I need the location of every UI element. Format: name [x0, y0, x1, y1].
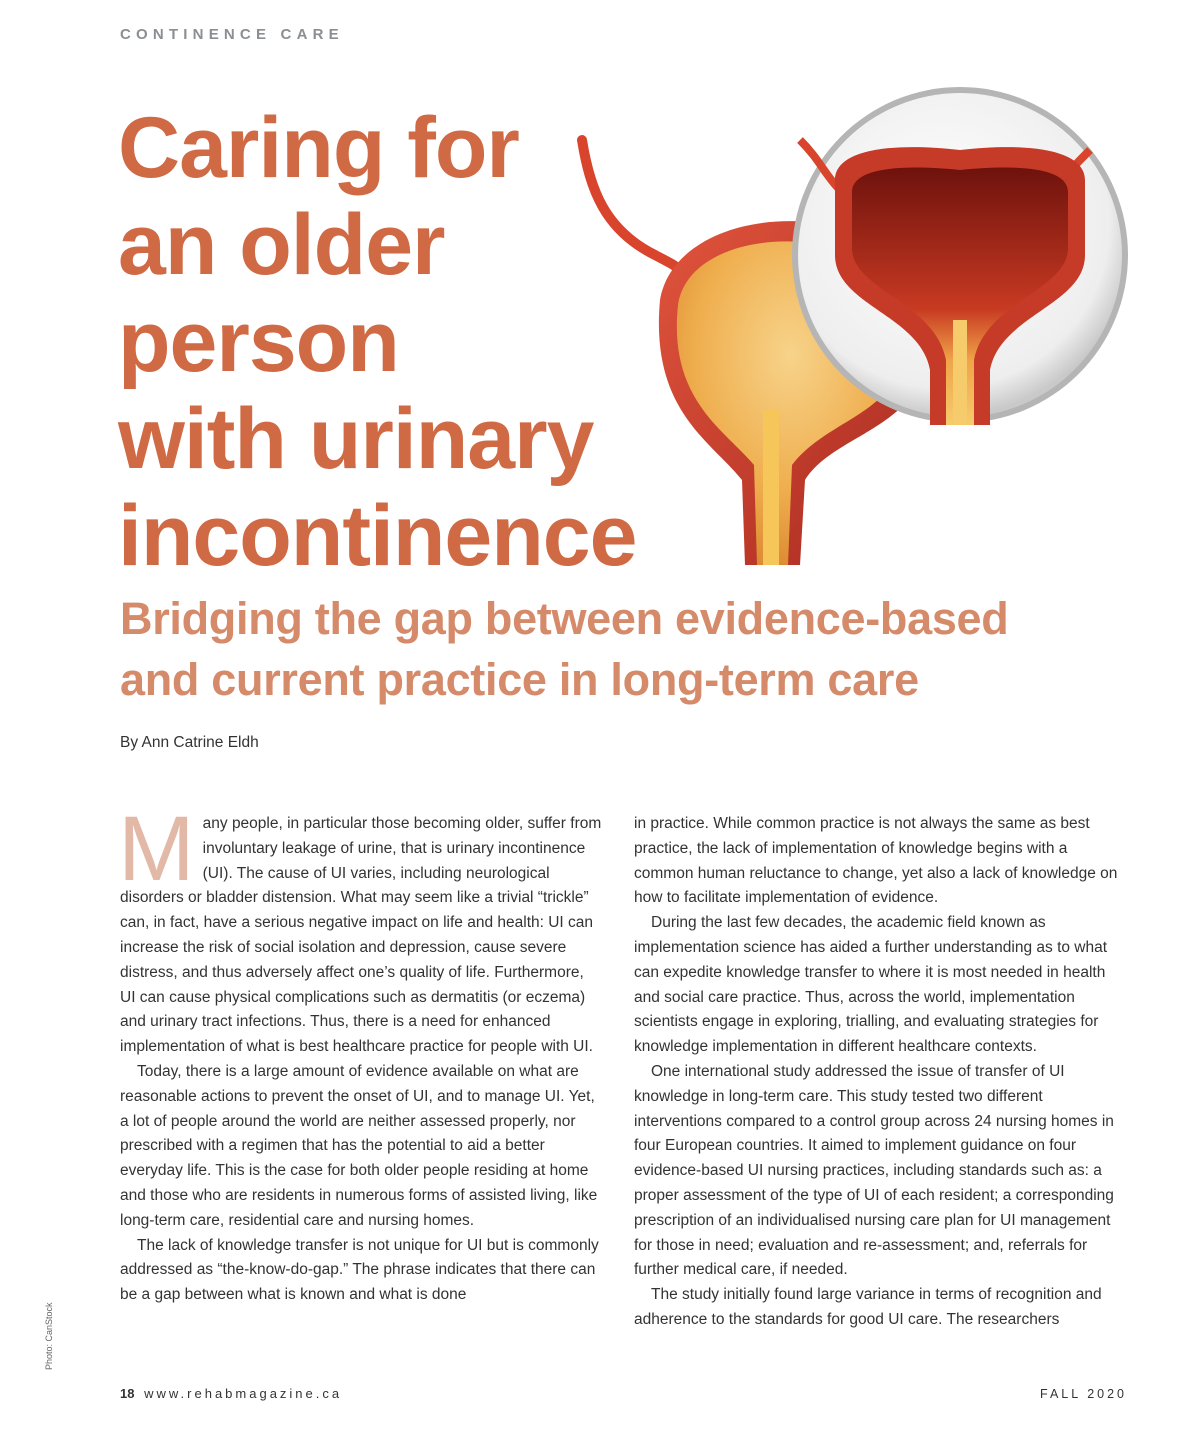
body-paragraph: The lack of knowledge transfer is not unique for UI but is commonly addressed as “the-know-do-gap.” The phrase indicates that there can be a gap between what is known and what is done: [120, 1236, 599, 1304]
title-line: person: [118, 294, 399, 390]
section-label: CONTINENCE CARE: [120, 26, 344, 43]
website-link[interactable]: www.rehabmagazine.ca: [144, 1386, 343, 1401]
title-line: incontinence: [118, 488, 637, 584]
paragraph-text: any people, in particular those becoming older, suffer from involuntary leakage of urine, that is urinary incontinence (UI). The cause of UI varies, including neurological disorders or bladder distension. What may seem like a trivial “trickle” can, in fact, have a serious negative impact on life and health: UI can increase the risk of social isolation and depression, cause severe distress, and thus adversely affect one’s quality of life. Furthermore, UI can cause physical complications such as dermatitis (or eczema) and urinary tract infections. Thus, there is a need for enhanced implementation of what is best healthcare practice for people with UI.: [120, 815, 602, 1056]
drop-cap: M: [118, 798, 195, 900]
bladder-illustration: [560, 80, 1140, 580]
page-number: 18: [120, 1386, 135, 1401]
title-line: an older: [118, 197, 445, 293]
body-paragraph: in practice. While common practice is not always the same as best practice, the lack of implementation of knowledge begins with a common human reluctance to change, yet also a lack of knowledge on how to facilitate implementation of evidence.: [634, 815, 1118, 907]
byline: By Ann Catrine Eldh: [120, 734, 259, 751]
photo-credit: Photo: CanStock: [44, 1302, 54, 1370]
subtitle-line: Bridging the gap between evidence-based: [120, 593, 1009, 644]
footer-left: [120, 1386, 342, 1401]
subtitle-line: and current practice in long-term care: [120, 654, 919, 705]
body-paragraph: During the last few decades, the academic field known as implementation science has aided a further understanding as to what can expedite knowledge transfer to where it is most needed in health and social care practice. Thus, across the world, implementation scientists engage in exploring, trialling, and evaluating strategies for knowledge implementation in different healthcare contexts.: [634, 914, 1108, 1056]
body-paragraph: One international study addressed the issue of transfer of UI knowledge in long-term care. This study tested two different interventions compared to a control group across 24 nursing homes in four European countries. It aimed to implement guidance on four evidence-based UI nursing practices, including standards such as: a proper assessment of the type of UI of each resident; a corresponding prescription of an individualised nursing care plan for UI management for those in need; evaluation and re-assessment; and, referrals for further medical care, if needed.: [634, 1062, 1114, 1279]
body-column-right: [634, 812, 1118, 1333]
issue-label: FALL 2020: [1040, 1387, 1128, 1401]
article-subtitle: [120, 588, 1120, 710]
body-paragraph: The study initially found large variance in terms of recognition and adherence to the standards for good UI care. The researchers: [634, 1286, 1102, 1328]
article-title: [118, 100, 636, 585]
body-column-left: [118, 798, 602, 1308]
body-paragraph: Today, there is a large amount of evidence available on what are reasonable actions to prevent the onset of UI, and to manage UI. Yet, a lot of people around the world are neither assessed properly, nor prescribed with a regimen that has the potential to aid a better everyday life. This is the case for both older people residing at home and those who are residents in numerous forms of assisted living, like long-term care, residential care and nursing homes.: [120, 1062, 598, 1229]
title-line: with urinary: [118, 391, 594, 487]
title-line: Caring for: [118, 100, 519, 196]
body-paragraph: [118, 798, 602, 1060]
